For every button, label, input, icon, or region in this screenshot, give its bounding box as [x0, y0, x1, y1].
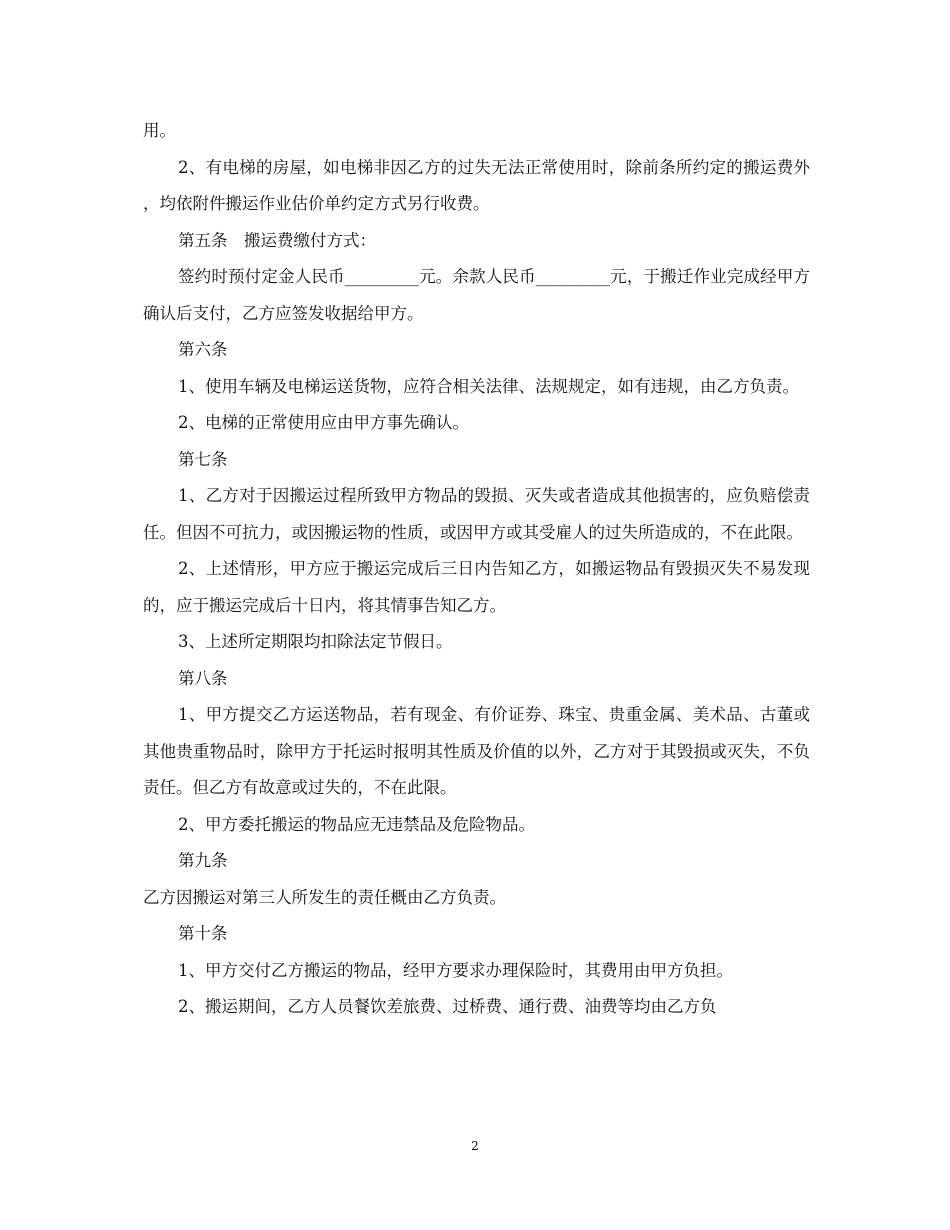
- paragraph-6-2: 2、电梯的正常使用应由甲方事先确认。: [178, 413, 469, 432]
- article-9-heading: 第九条: [178, 851, 228, 870]
- paragraph-8-1: 1、甲方提交乙方运送物品，若有现金、有价证券、珠宝、贵重金属、美术品、古董或其他贵重物品时，除甲方于托运时报明其性质及价值的以外，乙方对于其毁损或灭失，不负责任。但乙方有故意或过失的，不在此限。: [143, 705, 810, 797]
- paragraph-7-3: 3、上述所定期限均扣除法定节假日。: [178, 632, 453, 651]
- article-6-heading: 第六条: [178, 340, 228, 359]
- paragraph-10-2: 2、搬运期间，乙方人员餐饮差旅费、过桥费、通行费、油费等均由乙方负: [178, 997, 717, 1016]
- paragraph-6-1: 1、使用车辆及电梯运送货物，应符合相关法律、法规规定，如有违规，由乙方负责。: [178, 376, 799, 396]
- paragraph-continuation: 用。: [143, 121, 176, 140]
- paragraph-7-2: 2、上述情形，甲方应于搬运完成后三日内告知乙方，如搬运物品有毁损灭失不易发现的，应于搬运完成后十日内，将其情事告知乙方。: [143, 559, 810, 615]
- paragraph-10-1: 1、甲方交付乙方搬运的物品，经甲方要求办理保险时，其费用由甲方负担。: [178, 960, 733, 980]
- page-number: 2: [471, 1139, 479, 1153]
- article-7-heading: 第七条: [178, 449, 228, 469]
- paragraph-8-2: 2、甲方委托搬运的物品应无违禁品及危险物品。: [178, 814, 535, 834]
- article-5-heading: 第五条 搬运费缴付方式：: [178, 230, 376, 250]
- paragraph-payment: 签约时预付定金人民币_________元。余款人民币_________元，于搬迁作业完成经甲方确认后支付，乙方应签发收据给甲方。: [143, 267, 810, 323]
- paragraph-elevator-fee: 2、有电梯的房屋，如电梯非因乙方的过失无法正常使用时，除前条所约定的搬运费外，均依附件搬运作业估价单约定方式另行收费。: [143, 157, 810, 213]
- paragraph-9-1: 乙方因搬运对第三人所发生的责任概由乙方负责。: [143, 887, 506, 907]
- article-10-heading: 第十条: [178, 924, 228, 943]
- document-body: [143, 113, 810, 1026]
- paragraph-7-1: 1、乙方对于因搬运过程所致甲方物品的毁损、灭失或者造成其他损害的，应负赔偿责任。但因不可抗力，或因搬运物的性质，或因甲方或其受雇人的过失所造成的，不在此限。: [143, 486, 810, 542]
- article-8-heading: 第八条: [178, 668, 228, 688]
